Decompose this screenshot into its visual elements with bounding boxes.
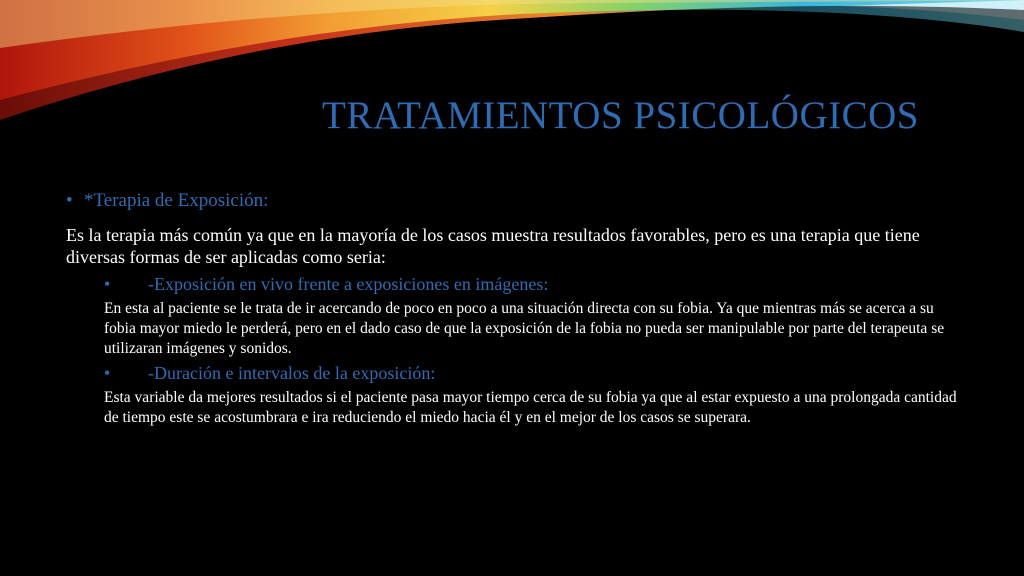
sub-bullet-text: En esta al paciente se le trata de ir acercando de poco en poco a una situación directa con su fobia. Ya que mientras más se acerca a su fobia mayor miedo le perderá, pero en el dado caso de que la exposición de la fobia no pueda ser manipulable por parte del terapeuta se utilizaran imágenes y sonidos. xyxy=(104,300,945,357)
sub-bullet-text: Esta variable da mejores resultados si el paciente pasa mayor tiempo cerca de su fobia ya que al estar expuesto a una prolongada cantidad de tiempo este se acostumbrara e ira reduciendo el miedo hacia él y en el mejor de los casos se superara. xyxy=(104,389,957,426)
bullet-heading: *Terapia de Exposición: xyxy=(84,190,269,211)
bullet-marker: • xyxy=(104,363,111,383)
intro-paragraph: Es la terapia más común ya que en la mayoría de los casos muestra resultados favorables, pero es una terapia que tiene diversas formas de ser aplicadas como seria: xyxy=(66,225,920,267)
bullet-marker: • xyxy=(66,190,73,211)
main-bullet xyxy=(66,190,966,212)
sub-bullet-label: -Exposición en vivo frente a exposiciones en imágenes: xyxy=(148,274,549,294)
sub-bullet xyxy=(104,363,966,384)
slide-title: TRATAMIENTOS PSICOLÓGICOS xyxy=(322,94,919,137)
sub-bullet xyxy=(104,274,966,295)
bullet-marker: • xyxy=(104,274,111,294)
sub-bullet-label: -Duración e intervalos de la exposición: xyxy=(148,363,436,383)
slide-body xyxy=(66,190,966,432)
